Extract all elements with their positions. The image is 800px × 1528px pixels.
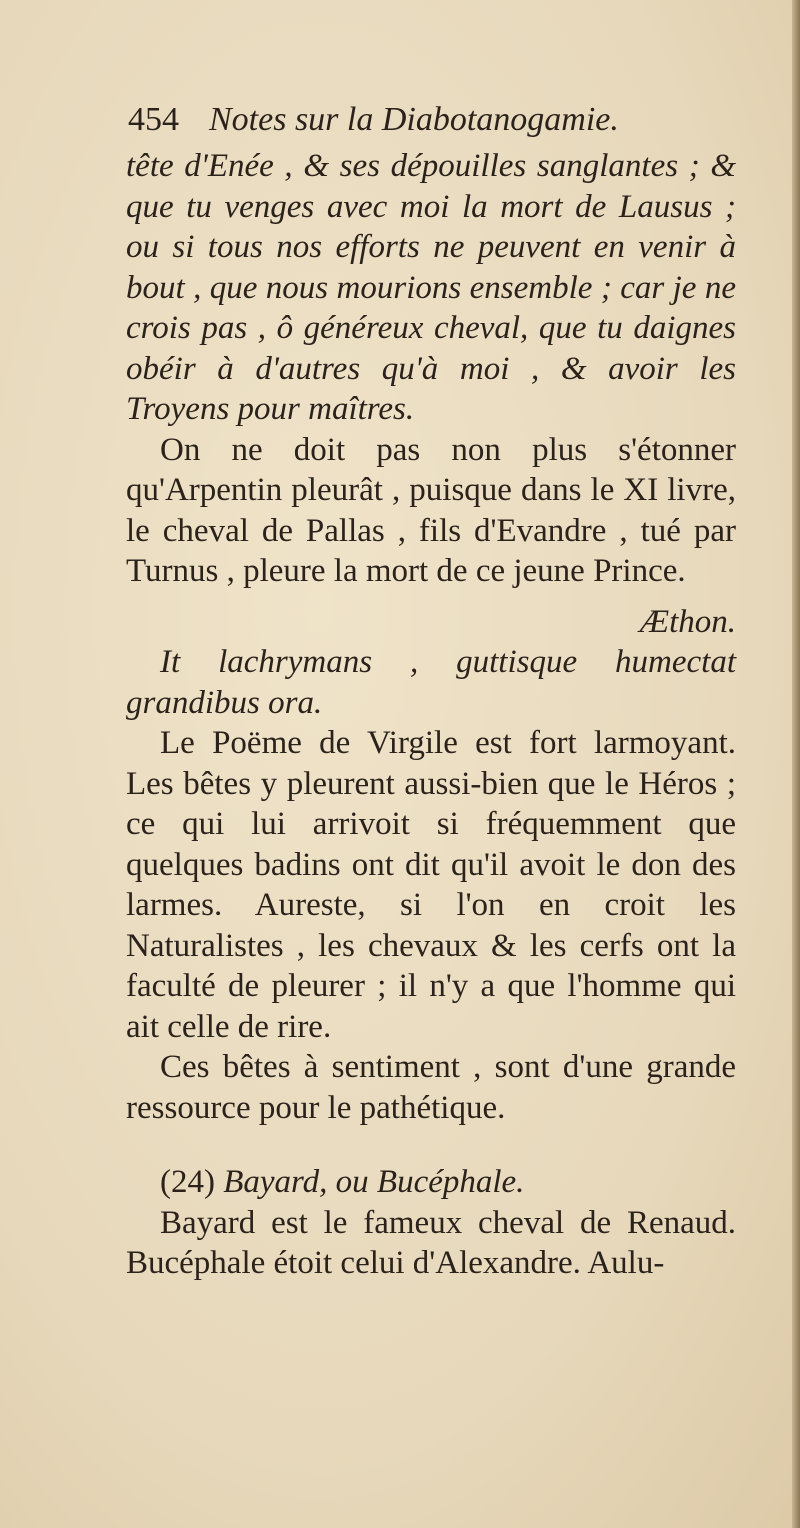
footnote-heading xyxy=(126,1162,736,1203)
paragraph-betes: Ces bêtes à sentiment , sont d'une grande ressource pour le pathétique. xyxy=(126,1049,736,1126)
footnote-title: Bayard, ou Bucéphale. xyxy=(223,1164,525,1200)
running-header xyxy=(128,98,748,142)
running-title: Notes sur la Diabotanogamie. xyxy=(209,101,619,138)
page-edge xyxy=(792,0,800,1528)
page-number: 454 xyxy=(128,101,179,138)
paragraph-virgile: Le Poëme de Virgile est fort larmoyant. Les bêtes y pleurent aussi-bien que le Héros ; ce qui lui arrivoit si fréquemment que quelques badins ont dit qu'il avoit le don des larmes. Aureste, si l'on en croit les Naturalistes , les chevaux & les cerfs ont la faculté de pleurer ; il n'y a que l'homme qui ait celle de rire. xyxy=(126,725,736,1045)
paragraph-continuation: tête d'Enée , & ses dépouilles sanglantes ; & que tu venges avec moi la mort de Lausus ; ou si tous nos efforts ne peuvent en venir à bout , que nous mourions ensemble ; car je ne crois pas , ô généreux cheval, que tu daignes obéir à d'autres qu'à moi , & avoir les Troyens pour maîtres. xyxy=(126,148,736,427)
paragraph-arpentin: On ne doit pas non plus s'étonner qu'Arpentin pleurât , puisque dans le XI livre, le cheval de Pallas , fils d'Evandre , tué par Turnus , pleure la mort de ce jeune Prince. xyxy=(126,431,736,589)
latin-quote: It lachrymans , guttisque humectat grandibus ora. xyxy=(126,644,736,721)
body-text xyxy=(126,146,736,1284)
subheading-aethon: Æthon. xyxy=(639,603,736,640)
footnote-label: (24) xyxy=(160,1164,215,1200)
footnote-text: Bayard est le fameux cheval de Renaud. Bucéphale étoit celui d'Alexandre. Aulu- xyxy=(126,1204,736,1281)
